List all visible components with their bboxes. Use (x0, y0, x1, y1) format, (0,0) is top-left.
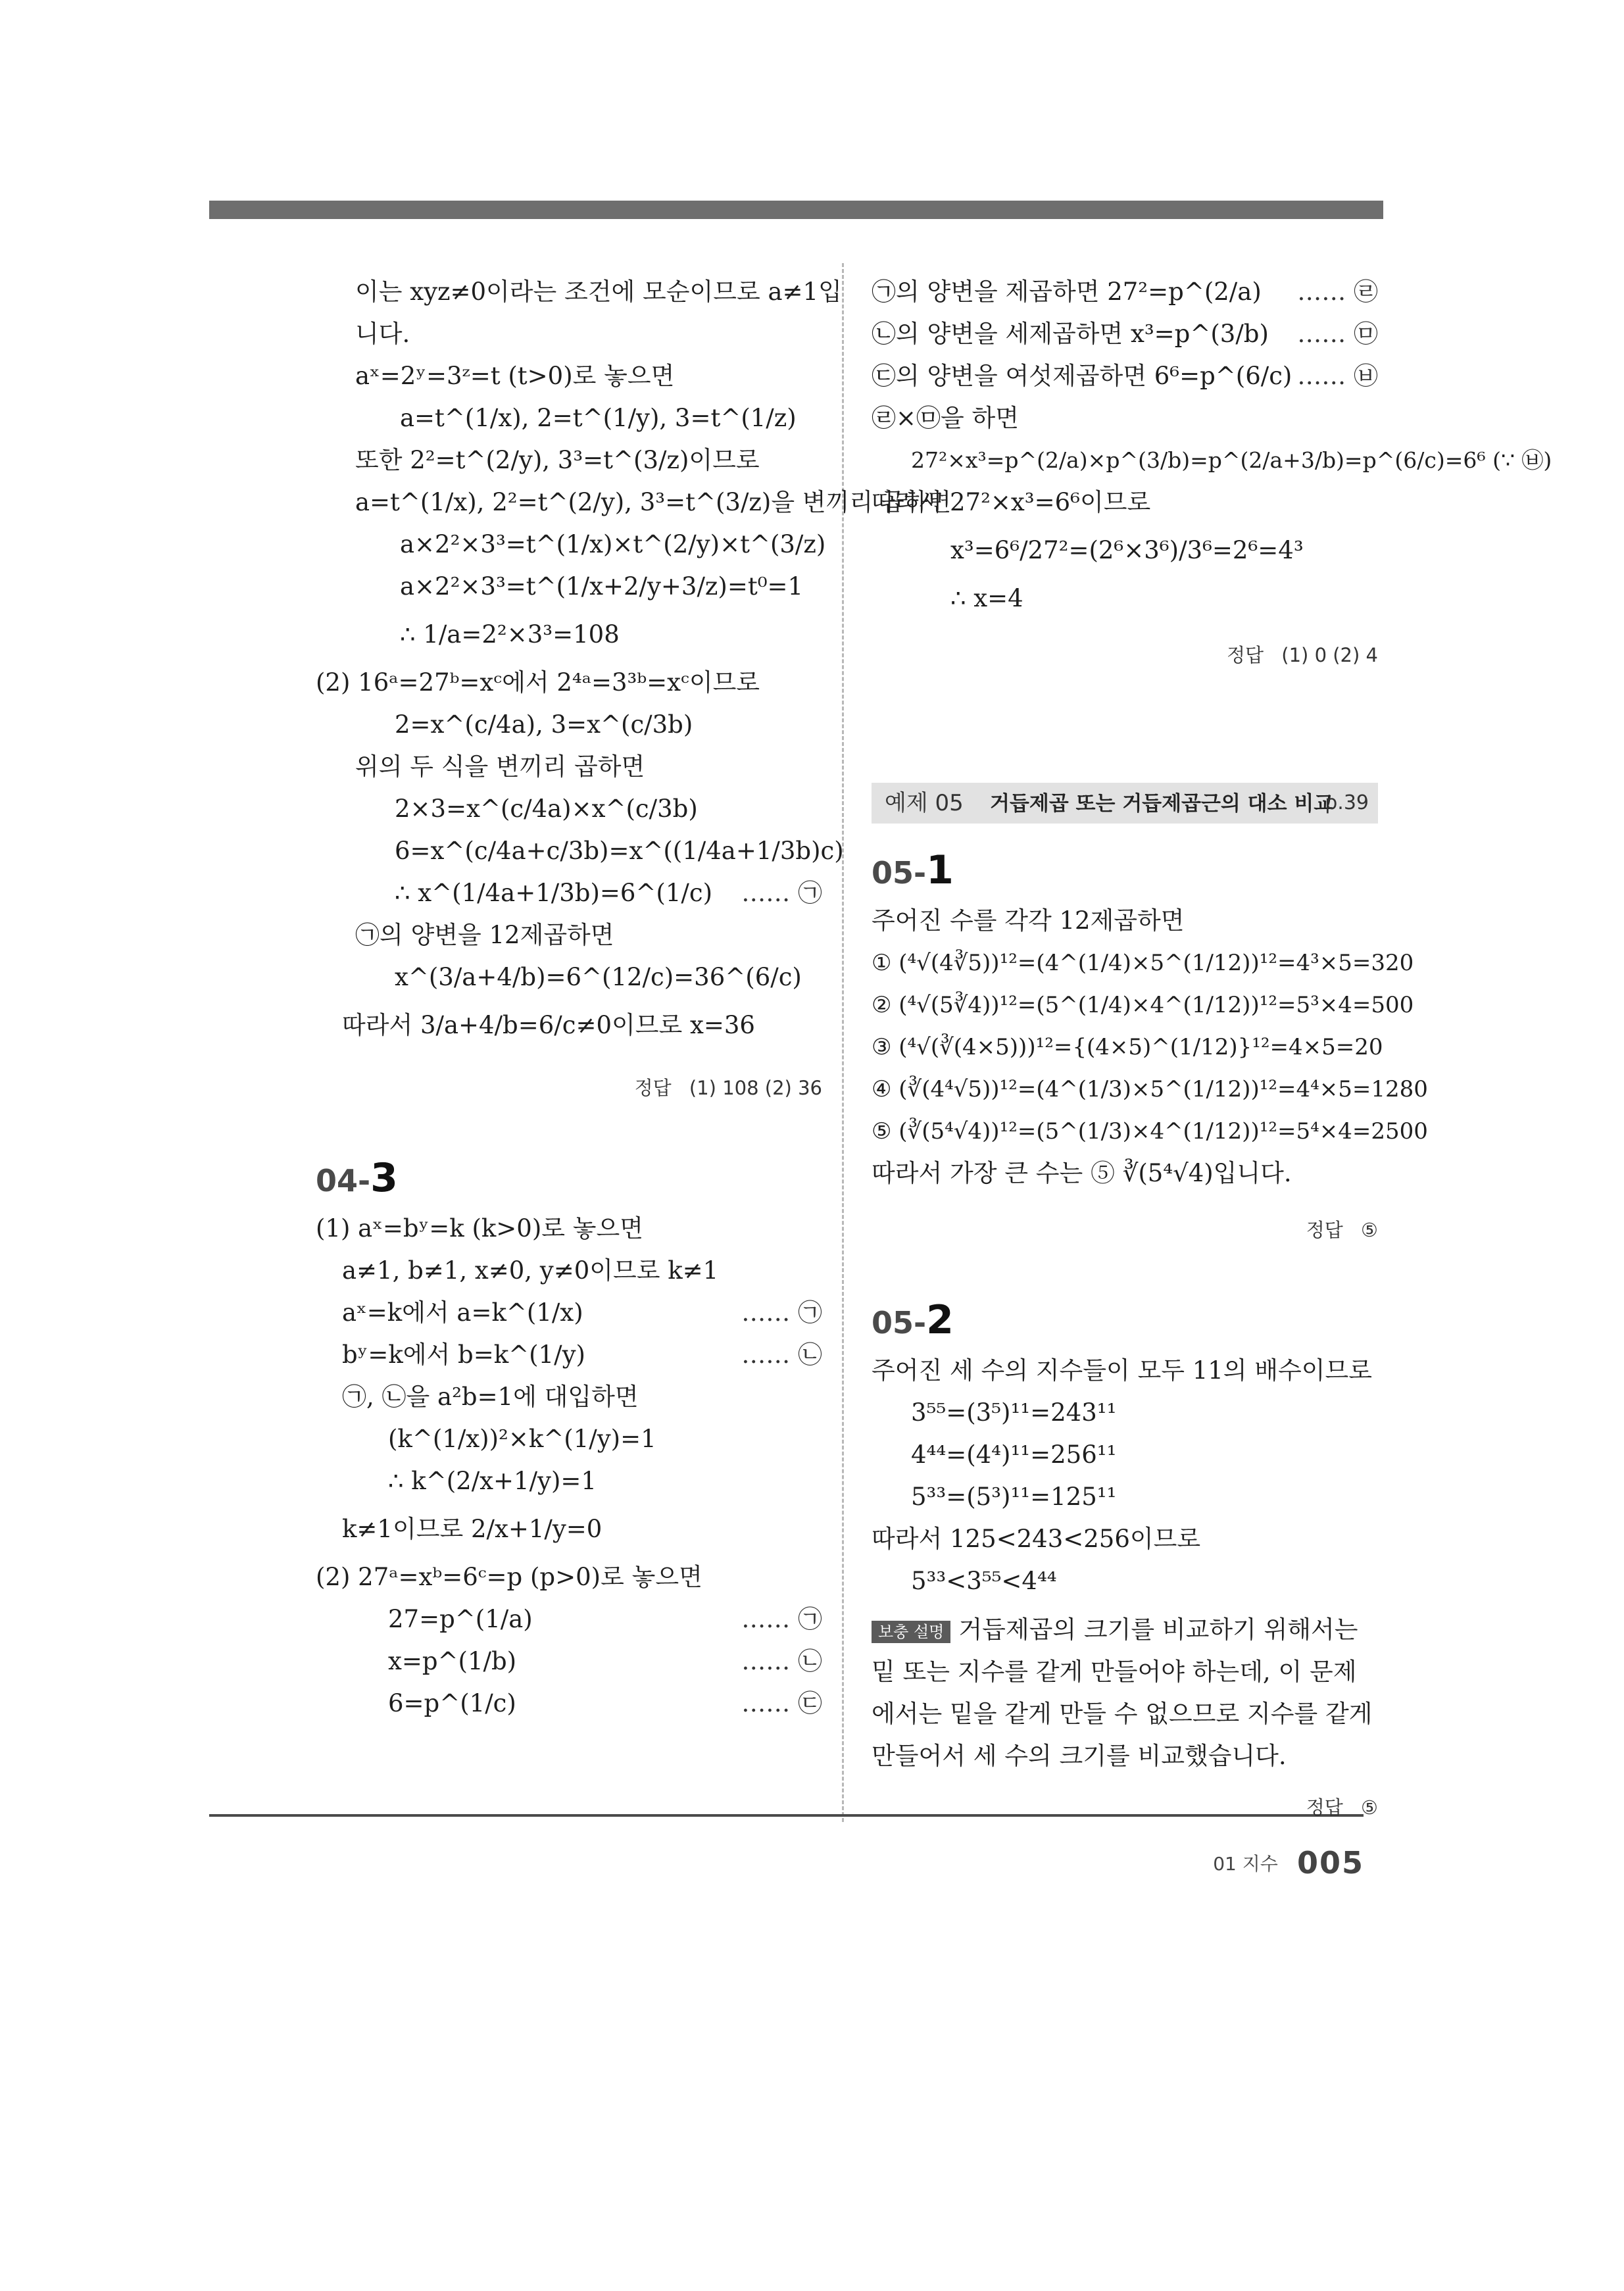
section-heading-05-1 (872, 841, 1378, 900)
section-prefix: 05- (872, 1305, 927, 1341)
text-line: 따라서 125<243<256이므로 (872, 1525, 1201, 1553)
math-line (316, 1683, 822, 1725)
math-line: 5³³<3⁵⁵<4⁴⁴ (911, 1567, 1057, 1595)
math-line: 2=x^(c/4a), 3=x^(c/3b) (395, 710, 693, 739)
math-line: 6=x^(c/4a+c/3b)=x^((1/4a+1/3b)c) (395, 837, 844, 865)
page-number: 005 (1296, 1845, 1364, 1881)
section-prefix: 05- (872, 855, 927, 891)
math-line: x³=6⁶/27²=(2⁶×3⁶)/3⁶=2⁶=4³ (950, 536, 1304, 564)
math-line (316, 1640, 822, 1683)
text-line: 따라서 3/a+4/b=6/c≠0이므로 x=36 (342, 1011, 755, 1039)
section-number: 3 (370, 1155, 398, 1201)
math-line (316, 1292, 822, 1334)
answer-label: 정답 (1306, 1219, 1343, 1241)
math-text: ㉡의 양변을 세제곱하면 x³=p^(3/b) (872, 320, 1269, 348)
math-line (872, 271, 1378, 313)
example-title: 거듭제곱 또는 거듭제곱근의 대소 비교 (989, 792, 1334, 816)
answer-label: 정답 (1306, 1796, 1343, 1819)
text-line: 주어진 수를 각각 12제곱하면 (872, 906, 1185, 935)
equation-tag: …… ㉢ (741, 1689, 822, 1717)
math-line: ④ (∛(4⁴√5))¹²=(4^(1/3)×5^(1/12))¹²=4⁴×5=1280 (872, 1076, 1428, 1102)
math-text: 6=p^(1/c) (388, 1689, 516, 1717)
equation-tag: …… ㉡ (741, 1341, 822, 1369)
equation-tag: …… ㉣ (1297, 278, 1378, 306)
math-line: ⑤ (∛(5⁴√4))¹²=(5^(1/3)×4^(1/12))¹²=5⁴×4=2500 (872, 1118, 1428, 1145)
math-text: aˣ=k에서 a=k^(1/x) (342, 1298, 583, 1327)
text-line: 니다. (355, 320, 410, 348)
math-line: ∴ k^(2/x+1/y)=1 (388, 1467, 597, 1495)
answer-label: 정답 (634, 1077, 672, 1099)
example-page-ref: p.39 (1325, 791, 1369, 814)
math-line: 3⁵⁵=(3⁵)¹¹=243¹¹ (911, 1398, 1117, 1427)
text-line: a≠1, b≠1, x≠0, y≠0이므로 k≠1 (342, 1256, 719, 1285)
text-line: ㉠의 양변을 12제곱하면 (355, 921, 614, 949)
section-number: 1 (926, 847, 954, 893)
text-line: 이는 xyz≠0이라는 조건에 모순이므로 a≠1입 (355, 278, 842, 306)
math-line: x^(3/a+4/b)=6^(12/c)=36^(6/c) (395, 963, 802, 991)
section-heading-04-3 (316, 1148, 822, 1208)
math-line (316, 872, 822, 914)
math-line: ∴ x=4 (950, 584, 1023, 612)
math-line (872, 355, 1378, 397)
text-line: ㉣×㉤을 하면 (872, 404, 1019, 432)
math-line: ∴ 1/a=2²×3³=108 (400, 620, 620, 649)
text-line: 따라서 27²×x³=6⁶이므로 (872, 488, 1151, 516)
section-heading-05-2 (872, 1291, 1378, 1350)
text-line: a=t^(1/x), 2²=t^(2/y), 3³=t^(3/z)을 변끼리 곱하면 (355, 488, 952, 516)
equation-tag: …… ㉠ (741, 879, 822, 907)
chapter-label: 01 지수 (1213, 1853, 1278, 1875)
answer-line (872, 634, 1378, 676)
answer-value: ⑤ (1361, 1796, 1378, 1819)
math-line: a=t^(1/x), 2=t^(1/y), 3=t^(1/z) (400, 404, 797, 432)
section-prefix: 04- (316, 1163, 371, 1198)
example-tag: 예제 05 (885, 790, 964, 816)
supplementary-note (872, 1609, 1378, 1777)
answer-value: (1) 108 (2) 36 (689, 1077, 822, 1099)
equation-tag: …… ㉠ (741, 1605, 822, 1633)
header-bar (209, 201, 1383, 219)
note-text: 거듭제곱의 크기를 비교하기 위해서는 밑 또는 지수를 같게 만들어야 하는데, 이 문제에서는 밑을 같게 만들 수 없으므로 지수를 같게 만들어서 세 수의 크기를 비교했습니다. (872, 1615, 1373, 1770)
answer-line (872, 1786, 1378, 1829)
text-line: (1) aˣ=bʸ=k (k>0)로 놓으면 (316, 1214, 644, 1243)
math-line: 2×3=x^(c/4a)×x^(c/3b) (395, 795, 698, 823)
math-line (316, 1334, 822, 1376)
page-footer (1213, 1845, 1364, 1881)
math-text: ∴ x^(1/4a+1/3b)=6^(1/c) (395, 879, 713, 907)
math-text: 27=p^(1/a) (388, 1605, 533, 1633)
math-line: ② (⁴√(5∛4))¹²=(5^(1/4)×4^(1/12))¹²=5³×4=500 (872, 992, 1414, 1018)
text-line: 위의 두 식을 변끼리 곱하면 (355, 752, 645, 781)
math-line: k≠1이므로 2/x+1/y=0 (342, 1515, 603, 1543)
text-line: 주어진 세 수의 지수들이 모두 11의 배수이므로 (872, 1356, 1373, 1385)
math-line: 5³³=(5³)¹¹=125¹¹ (911, 1483, 1117, 1511)
right-column (872, 271, 1552, 1868)
math-text: x=p^(1/b) (388, 1647, 517, 1675)
equation-tag: …… ㉡ (741, 1647, 822, 1675)
text-line: ㉠, ㉡을 a²b=1에 대입하면 (342, 1383, 639, 1411)
equation-tag: …… ㉥ (1297, 362, 1378, 390)
math-line: a×2²×3³=t^(1/x)×t^(2/y)×t^(3/z) (400, 530, 826, 558)
section-number: 2 (926, 1297, 954, 1343)
equation-tag: …… ㉤ (1297, 320, 1378, 348)
answer-line (872, 1209, 1378, 1251)
math-line: ③ (⁴√(∛(4×5)))¹²={(4×5)^(1/12)}¹²=4×5=20 (872, 1034, 1383, 1060)
note-label: 보충 설명 (872, 1621, 950, 1643)
example-header (872, 783, 1378, 824)
math-line: 4⁴⁴=(4⁴)¹¹=256¹¹ (911, 1441, 1117, 1469)
answer-value: ⑤ (1361, 1219, 1378, 1241)
math-line: (k^(1/x))²×k^(1/y)=1 (388, 1425, 656, 1453)
text-line: 또한 2²=t^(2/y), 3³=t^(3/z)이므로 (355, 446, 760, 474)
text-line: 따라서 가장 큰 수는 ⑤ ∛(5⁴√4)입니다. (872, 1159, 1292, 1187)
math-line: 27²×x³=p^(2/a)×p^(3/b)=p^(2/a+3/b)=p^(6/c)=6⁶ (∵ ㉥) (911, 447, 1552, 473)
text-line: aˣ=2ʸ=3ᶻ=t (t>0)로 놓으면 (355, 362, 675, 390)
math-text: bʸ=k에서 b=k^(1/y) (342, 1341, 585, 1369)
equation-tag: …… ㉠ (741, 1298, 822, 1327)
answer-line (316, 1067, 822, 1109)
math-line: ① (⁴√(4∛5))¹²=(4^(1/4)×5^(1/12))¹²=4³×5=320 (872, 950, 1414, 976)
math-line (872, 313, 1378, 355)
text-line: (2) 16ᵃ=27ᵇ=xᶜ에서 2⁴ᵃ=3³ᵇ=xᶜ이므로 (316, 668, 760, 697)
math-line (316, 1598, 822, 1640)
answer-value: (1) 0 (2) 4 (1281, 644, 1378, 666)
math-line: a×2²×3³=t^(1/x+2/y+3/z)=t⁰=1 (400, 572, 804, 601)
math-text: ㉢의 양변을 여섯제곱하면 6⁶=p^(6/c) (872, 362, 1292, 390)
answer-label: 정답 (1227, 644, 1264, 666)
text-line: (2) 27ᵃ=xᵇ=6ᶜ=p (p>0)로 놓으면 (316, 1563, 702, 1591)
math-text: ㉠의 양변을 제곱하면 27²=p^(2/a) (872, 278, 1262, 306)
